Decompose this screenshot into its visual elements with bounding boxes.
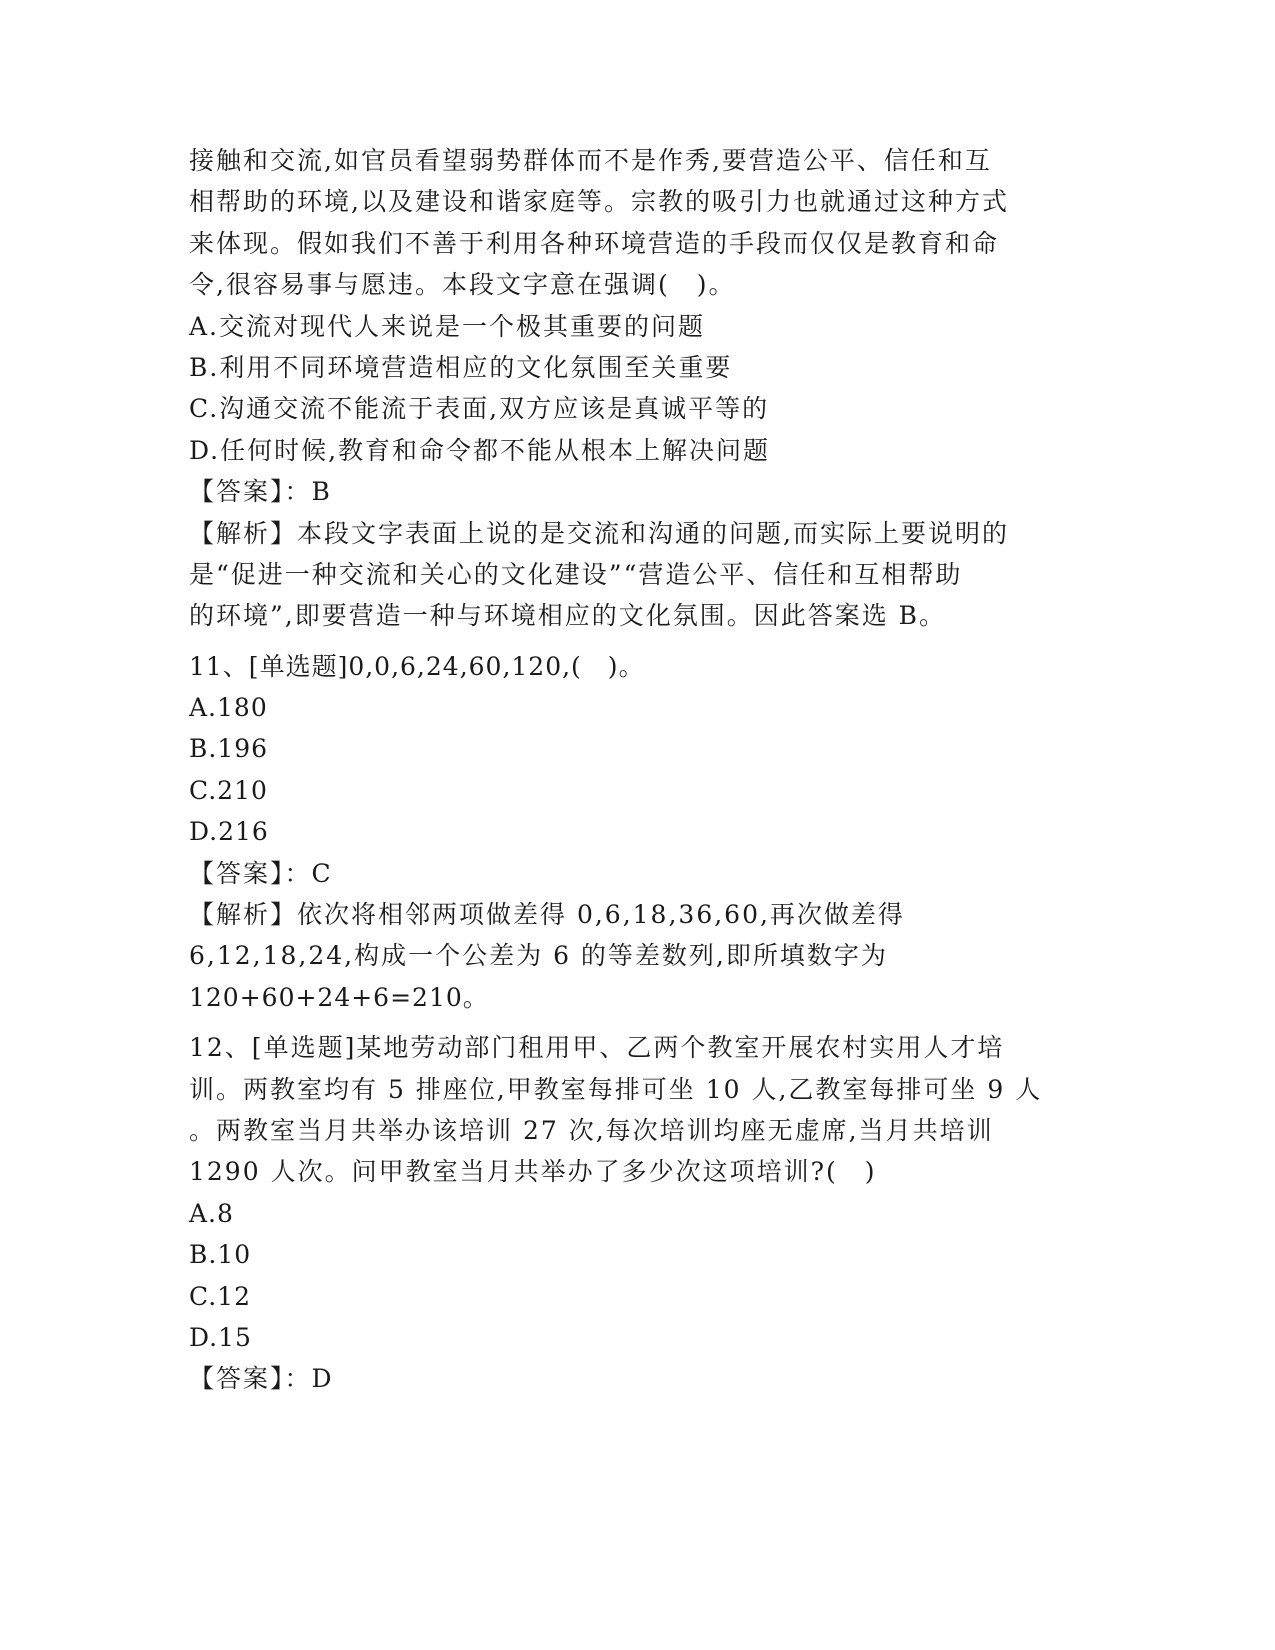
- analysis-line: 6,12,18,24,构成一个公差为 6 的等差数列,即所填数字为: [189, 941, 888, 971]
- option-a: A.180: [189, 693, 268, 723]
- question-12: [189, 1027, 1089, 1400]
- question-10-options: [189, 306, 1089, 472]
- answer-label: 【答案】：C: [189, 858, 333, 888]
- stem-line: 1290 人次。问甲教室当月共举办了多少次这项培训?( ): [189, 1157, 877, 1187]
- answer-label: 【答案】：B: [189, 477, 332, 507]
- option-b: B.196: [189, 734, 269, 764]
- option-d: D.15: [189, 1322, 252, 1352]
- option-c: C.12: [189, 1281, 251, 1311]
- question-10-stem: [189, 140, 1089, 306]
- stem-line: 12、[单选题]某地劳动部门租用甲、乙两个教室开展农村实用人才培: [189, 1033, 1005, 1063]
- analysis-line: 是“促进一种交流和关心的文化建设”“营造公平、信任和互相帮助: [189, 559, 963, 589]
- question-12-options: [189, 1193, 1089, 1359]
- option-a: A.交流对现代人来说是一个极其重要的问题: [189, 311, 706, 341]
- answer-label: 【答案】：D: [189, 1364, 334, 1394]
- analysis-line: 【解析】本段文字表面上说的是交流和沟通的问题,而实际上要说明的: [189, 518, 1009, 548]
- stem-line: 训。两教室均有 5 排座位,甲教室每排可坐 10 人,乙教室每排可坐 9 人: [189, 1074, 1043, 1104]
- stem-line: 。两教室当月共举办该培训 27 次,每次培训均座无虚席,当月共培训: [189, 1115, 994, 1145]
- analysis: [189, 894, 1089, 1018]
- analysis-line: 120+60+24+6=210。: [189, 982, 489, 1012]
- question-12-stem: [189, 1027, 1089, 1193]
- option-d: D.216: [189, 817, 269, 847]
- option-b: B.利用不同环境营造相应的文化氛围至关重要: [189, 352, 733, 382]
- analysis-line: 的环境”,即要营造一种与环境相应的文化氛围。因此答案选 B。: [189, 601, 947, 631]
- stem-line: 来体现。假如我们不善于利用各种环境营造的手段而仅仅是教育和命: [189, 228, 1000, 258]
- stem-line: 相帮助的环境,以及建设和谐家庭等。宗教的吸引力也就通过这种方式: [189, 187, 1009, 217]
- stem-line: 令,很容易事与愿违。本段文字意在强调( )。: [189, 270, 736, 300]
- option-c: C.沟通交流不能流于表面,双方应该是真诚平等的: [189, 394, 770, 424]
- analysis-line: 【解析】依次将相邻两项做差得 0,6,18,36,60,再次做差得: [189, 900, 905, 930]
- spacer: [189, 1018, 1089, 1027]
- question-11: [189, 646, 1089, 1019]
- question-11-options: [189, 687, 1089, 853]
- stem-line: 接触和交流,如官员看望弱势群体而不是作秀,要营造公平、信任和互: [189, 146, 992, 175]
- question-11-stem: 11、[单选题]0,0,6,24,60,120,( )。: [189, 651, 645, 681]
- option-b: B.10: [189, 1240, 252, 1270]
- document-page: [189, 140, 1089, 1400]
- option-a: A.8: [189, 1198, 234, 1228]
- spacer: [189, 637, 1089, 646]
- option-d: D.任何时候,教育和命令都不能从根本上解决问题: [189, 435, 771, 465]
- question-10: [189, 140, 1089, 637]
- analysis: [189, 513, 1089, 637]
- option-c: C.210: [189, 775, 268, 805]
